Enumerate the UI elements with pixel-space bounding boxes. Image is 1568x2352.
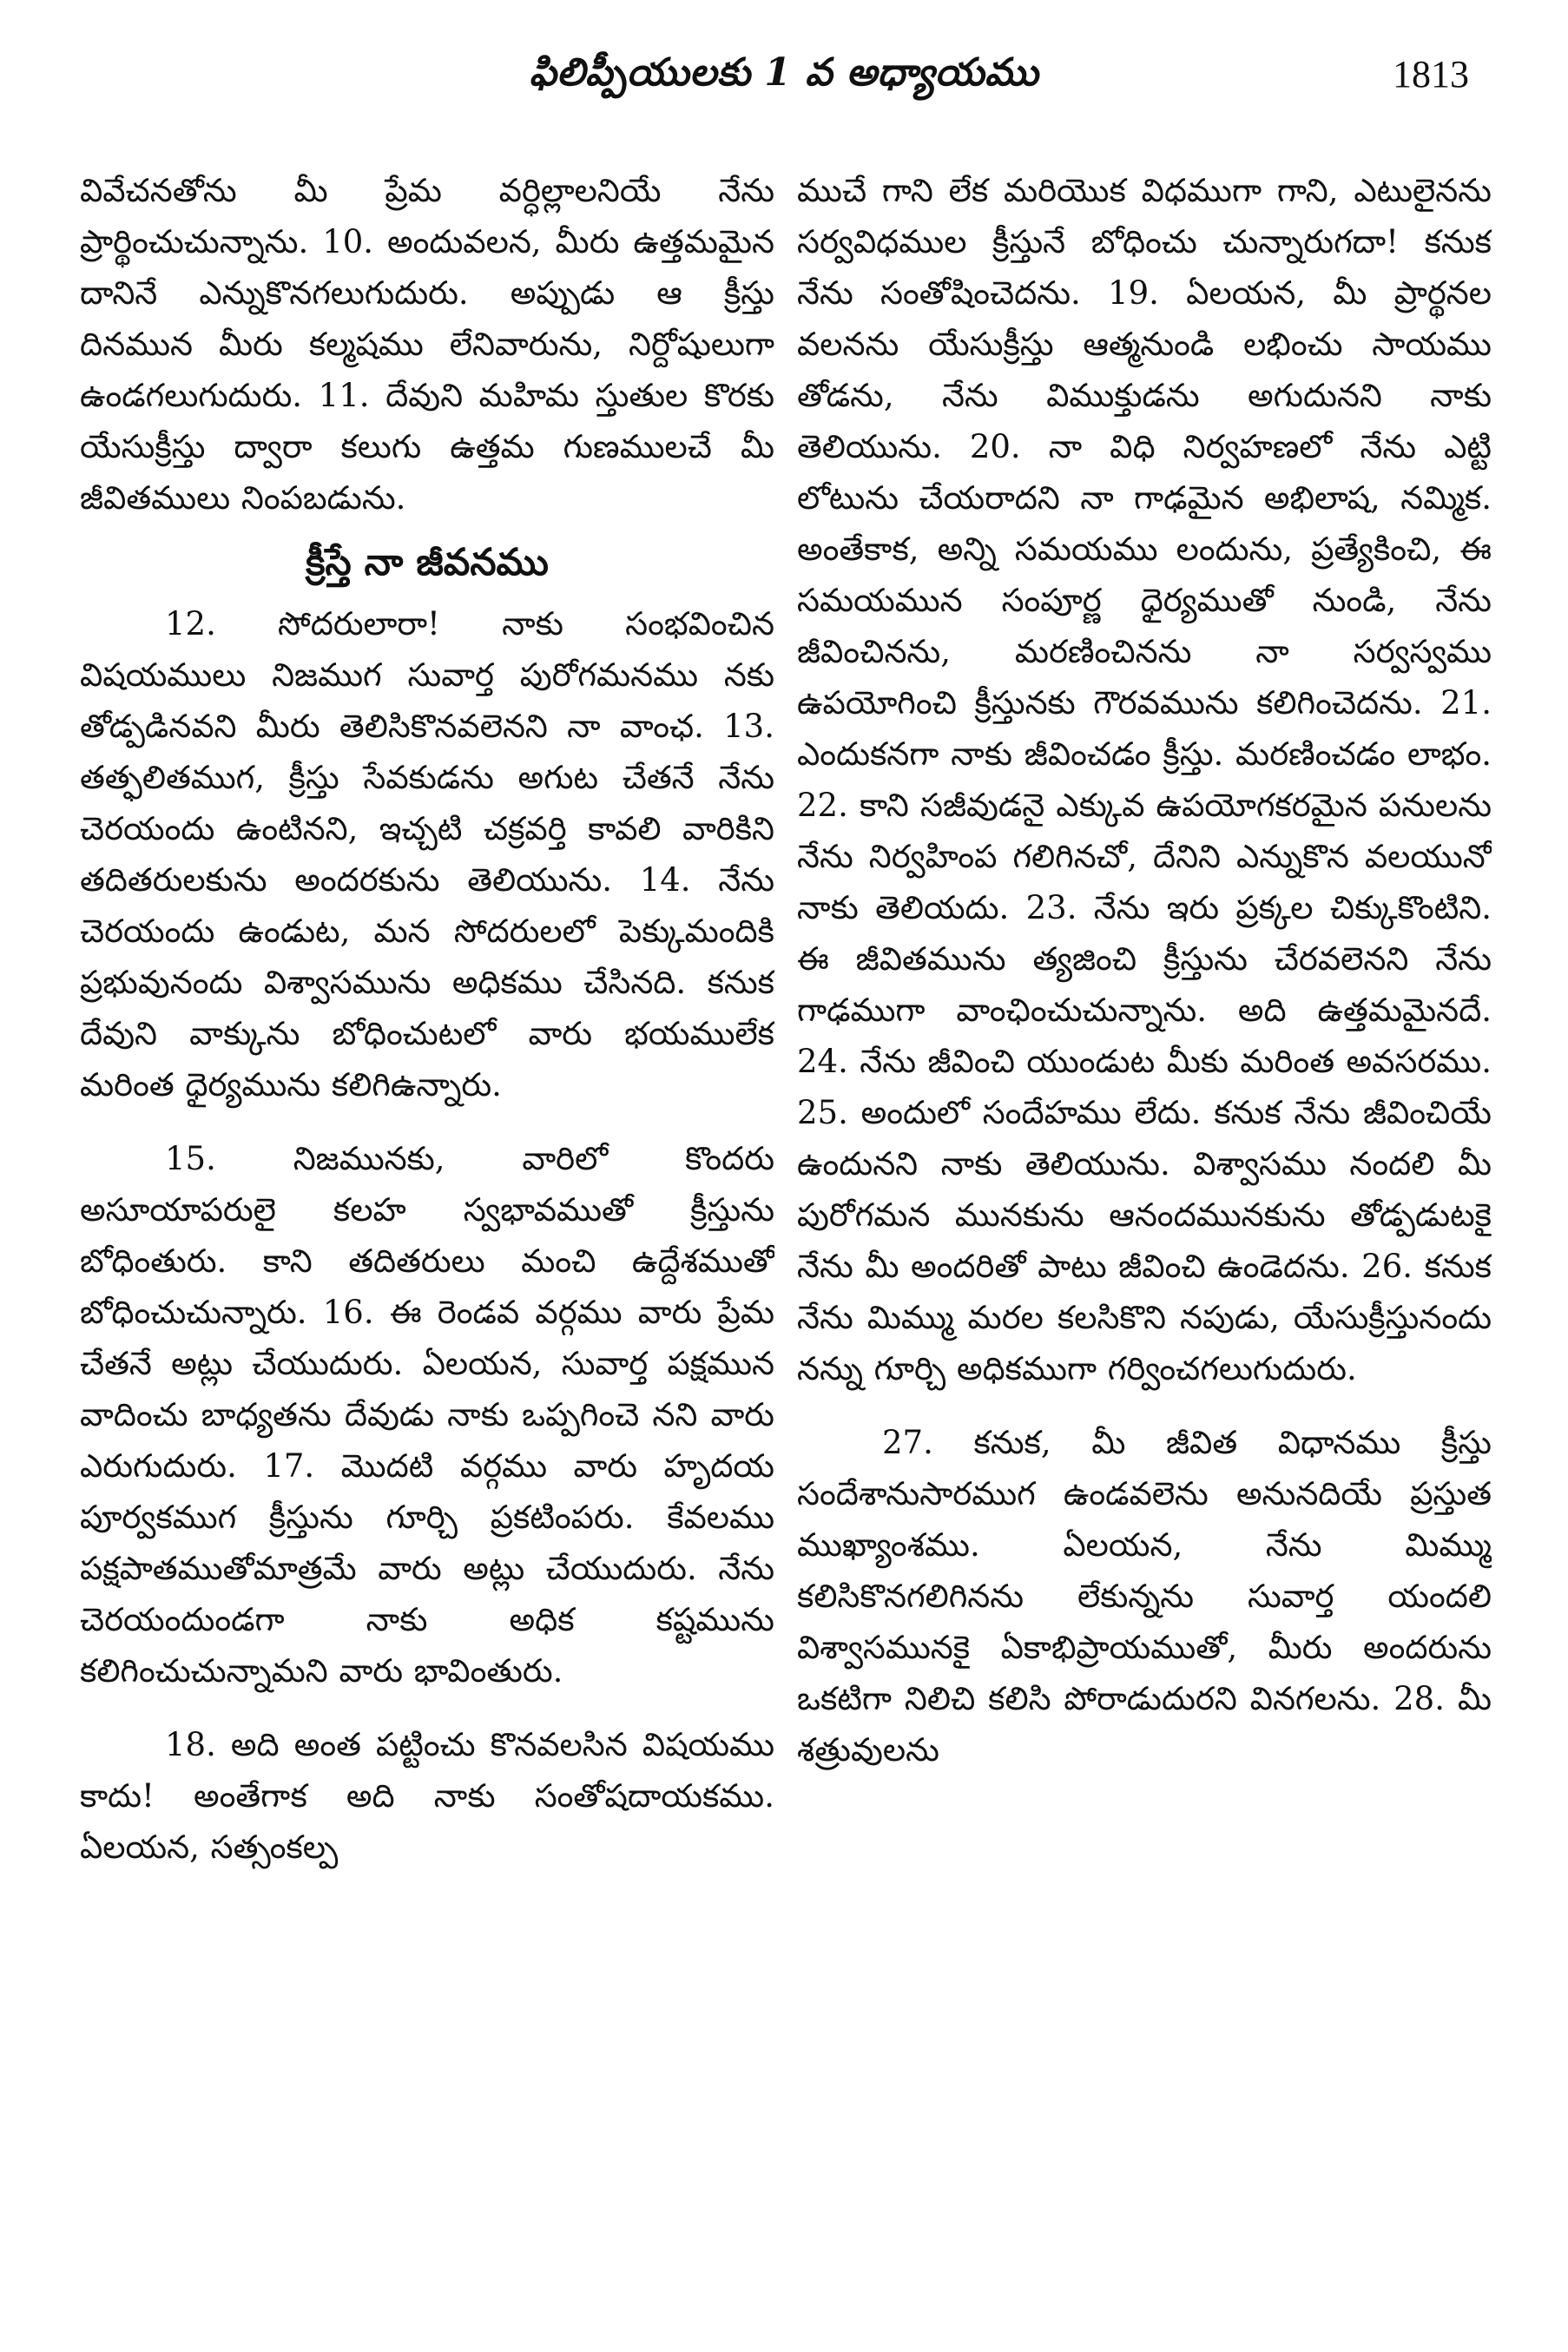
right-column [797,165,1492,2309]
page-number: 1813 [1393,53,1469,96]
section-heading: క్రీస్తే నా జీవనము [306,541,549,584]
left-column [80,165,774,2309]
paragraph-verse-18: 18. అది అంత పట్టించు కొనవలసిన విషయము కాదు! అంతేగాక అది నాకు సంతోషదాయకము. ఏలయన, సత్సంకల్ప [80,1726,774,1866]
paragraph-continued: వివేచనతోను మీ ప్రేమ వర్ధిల్లాలనియే నేను ప్రార్థించుచున్నాను. 10. అందువలన, మీరు ఉత్తమమైన దానినే ఎన్నుకొనగలుగుదురు. అప్పుడు ఆ క్రీస్తు దినమున మీరు కల్మషము లేనివారును, నిర్దోషులుగా ఉండగలుగుదురు. 11. దేవుని మహిమ స్తుతుల కొరకు యేసుక్రీస్తు ద్వారా కలుగు ఉత్తమ గుణములచే మీ జీవితములు నింపబడును. [80,172,774,517]
paragraph-verse-15: 15. నిజమునకు, వారిలో కొందరు అసూయాపరులై కలహ స్వభావముతో క్రీస్తును బోధింతురు. కాని తదితరులు మంచి ఉద్దేశముతో బోధించుచున్నారు. 16. ఈ రెండవ వర్గము వారు ప్రేమ చేతనే అట్లు చేయుదురు. ఏలయన, సువార్త పక్షమున వాదించు బాధ్యతను దేవుడు నాకు ఒప్పగించె నని వారు ఎరుగుదురు. 17. మొదటి వర్గము వారు హృదయ పూర్వకముగ క్రీస్తును గూర్చి ప్రకటింపరు. కేవలము పక్షపాతముతోమాత్రమే వారు అట్లు చేయుదురు. నేను చెరయందుండగా నాకు అధిక కష్టమును కలిగించుచున్నామని వారు భావింతురు. [80,1140,774,1690]
paragraph-continued-right: ముచే గాని లేక మరియొక విధముగా గాని, ఎటులైనను సర్వవిధముల క్రీస్తునే బోధించు చున్నారుగదా! కనుక నేను సంతోషించెదను. 19. ఏలయన, మీ ప్రార్థనల వలనను యేసుక్రీస్తు ఆత్మనుండి లభించు సాయము తోడను, నేను విముక్తుడను అగుదునని నాకు తెలియును. 20. నా విధి నిర్వహణలో నేను ఎట్టి లోటును చేయరాదని నా గాఢమైన అభిలాష, నమ్మిక. అంతేకాక, అన్ని సమయము లందును, ప్రత్యేకించి, ఈ సమయమున సంపూర్ణ ధైర్యముతో నుండి, నేను జీవించినను, మరణించినను నా సర్వస్వము ఉపయోగించి క్రీస్తునకు గౌరవమును కలిగించెదను. 21. ఎందుకనగా నాకు జీవించడం క్రీస్తు. మరణించడం లాభం. 22. కాని సజీవుడనై ఎక్కువ ఉపయోగకరమైన పనులను నేను నిర్వహింప గలిగినచో, దేనిని ఎన్నుకొన వలయునో నాకు తెలియదు. 23. నేను ఇరు ప్రక్కల చిక్కుకొంటిని. ఈ జీవితమును త్యజించి క్రీస్తును చేరవలెనని నేను గాఢముగా వాంఛించుచున్నాను. అది ఉత్తమమైనదే. 24. నేను జీవించి యుండుట మీకు మరింత అవసరము. 25. అందులో సందేహము లేదు. కనుక నేను జీవించియే ఉందునని నాకు తెలియును. విశ్వాసము నందలి మీ పురోగమన మునకును ఆనందమునకును తోడ్పడుటకై నేను మీ అందరితో పాటు జీవించి ఉండెదను. 26. కనుక నేను మిమ్ము మరల కలసికొని నపుడు, యేసుక్రీస్తునందు నన్ను గూర్చి అధికముగా గర్వించగలుగుదురు. [797,172,1492,1387]
paragraph-verse-27: 27. కనుక, మీ జీవిత విధానము క్రీస్తు సందేశానుసారముగ ఉండవలెను అనునదియే ప్రస్తుత ముఖ్యాంశము. ఏలయన, నేను మిమ్ము కలిసికొనగలిగినను లేకున్నను సువార్త యందలి విశ్వాసమునకై ఏకాభిప్రాయముతో, మీరు అందరును ఒకటిగా నిలిచి కలిసి పోరాడుదురని వినగలను. 28. మీ శత్రువులను [797,1424,1492,1769]
page-header [78,43,1490,122]
paragraph-verse-12: 12. సోదరులారా! నాకు సంభవించిన విషయములు నిజముగ సువార్త పురోగమనము నకు తోడ్పడినవని మీరు తెలిసికొనవలెనని నా వాంఛ. 13. తత్ఫలితముగ, క్రీస్తు సేవకుడను అగుట చేతనే నేను చెరయందు ఉంటినని, ఇచ్చటి చక్రవర్తి కావలి వారికిని తదితరులకును అందరకును తెలియును. 14. నేను చెరయందు ఉండుట, మన సోదరులలో పెక్కుమందికి ప్రభువునందు విశ్వాసమును అధికము చేసినది. కనుక దేవుని వాక్కును బోధించుటలో వారు భయములేక మరింత ధైర్యమును కలిగిఉన్నారు. [80,605,774,1104]
running-title: ఫిలిప్పీయులకు 1 వ అధ్యాయము [529,50,1039,95]
